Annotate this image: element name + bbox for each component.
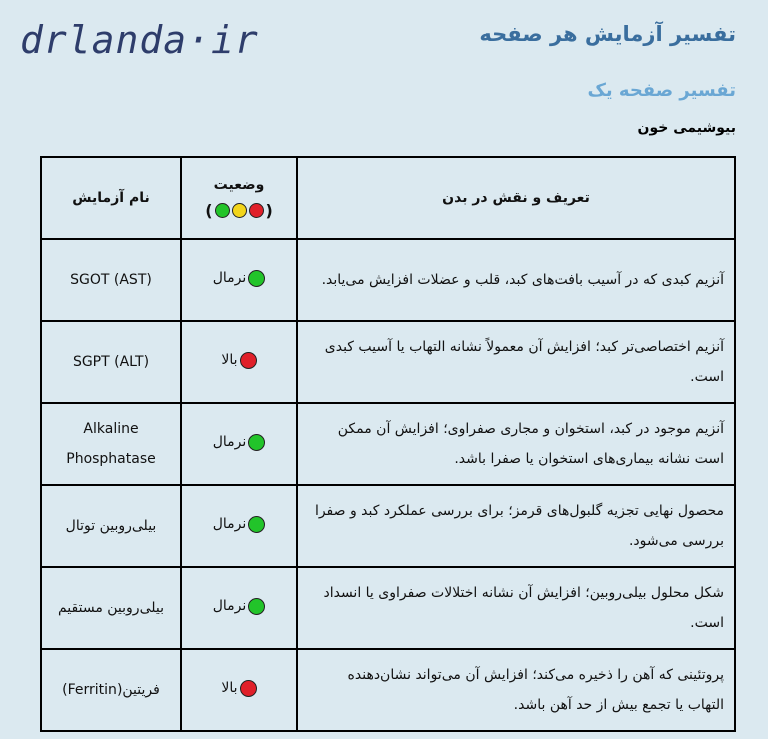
row-definition: شکل محلول بیلی‌روبین؛ افزایش آن نشانه اختلالات صفراوی یا انسداد است.	[297, 567, 735, 649]
test-name: Alkaline Phosphatase	[66, 421, 156, 467]
test-name: بیلی‌روبین مستقیم	[57, 600, 164, 616]
site-logo: drlanda·ir	[20, 18, 259, 62]
table-row	[41, 567, 735, 649]
table-row	[41, 403, 735, 485]
green-light-icon	[215, 203, 230, 218]
status-label: بالا	[221, 352, 238, 368]
table-header-row	[41, 157, 735, 239]
header-definition: تعریف و نقش در بدن	[297, 157, 735, 239]
red-status-icon	[240, 352, 257, 369]
green-status-icon	[248, 516, 265, 533]
row-status	[181, 321, 297, 403]
status-legend	[205, 201, 273, 220]
row-status	[181, 649, 297, 731]
page-title: تفسیر آزمایش هر صفحه	[479, 22, 736, 46]
header-status	[181, 157, 297, 239]
status-label: نرمال	[212, 516, 247, 532]
section-title: تفسیر صفحه یک	[587, 80, 736, 101]
test-name: فریتین(Ferritin)	[62, 682, 160, 698]
row-definition: محصول نهایی تجزیه گلبول‌های قرمز؛ برای بررسی عملکرد کبد و صفرا بررسی می‌شود.	[297, 485, 735, 567]
row-test-name	[41, 321, 181, 403]
test-name: SGPT (ALT)	[72, 354, 150, 370]
row-test-name	[41, 567, 181, 649]
row-test-name	[41, 649, 181, 731]
test-name: SGOT (AST)	[70, 272, 152, 288]
row-definition: آنزیم کبدی که در آسیب بافت‌های کبد، قلب و عضلات افزایش می‌یابد.	[297, 239, 735, 321]
table-row	[41, 485, 735, 567]
status-label: نرمال	[212, 434, 247, 450]
table-row	[41, 239, 735, 321]
status-label: بالا	[221, 680, 238, 696]
legend-paren-open: (	[205, 200, 213, 220]
lab-results-table	[40, 156, 736, 732]
row-test-name	[41, 239, 181, 321]
row-test-name	[41, 485, 181, 567]
status-label: نرمال	[212, 270, 247, 286]
row-status	[181, 403, 297, 485]
row-definition: آنزیم موجود در کبد، استخوان و مجاری صفراوی؛ افزایش آن ممکن است نشانه بیماری‌های استخوان یا صفرا باشد.	[297, 403, 735, 485]
red-status-icon	[240, 680, 257, 697]
row-status	[181, 239, 297, 321]
row-status	[181, 567, 297, 649]
row-status	[181, 485, 297, 567]
green-status-icon	[248, 434, 265, 451]
test-name: بیلی‌روبین توتال	[65, 518, 157, 534]
header-status-label: وضعیت	[213, 176, 265, 193]
green-status-icon	[248, 598, 265, 615]
status-label: نرمال	[212, 598, 247, 614]
subsection-title: بیوشیمی خون	[637, 120, 736, 136]
row-definition: آنزیم اختصاصی‌تر کبد؛ افزایش آن معمولاً نشانه التهاب یا آسیب کبدی است.	[297, 321, 735, 403]
yellow-light-icon	[232, 203, 247, 218]
row-test-name	[41, 403, 181, 485]
red-light-icon	[249, 203, 264, 218]
green-status-icon	[248, 270, 265, 287]
header-name: نام آزمایش	[41, 157, 181, 239]
table-row	[41, 321, 735, 403]
legend-paren-close: )	[265, 200, 273, 220]
table-row	[41, 649, 735, 731]
row-definition: پروتئینی که آهن را ذخیره می‌کند؛ افزایش آن می‌تواند نشان‌دهنده التهاب یا تجمع بیش از حد آهن باشد.	[297, 649, 735, 731]
